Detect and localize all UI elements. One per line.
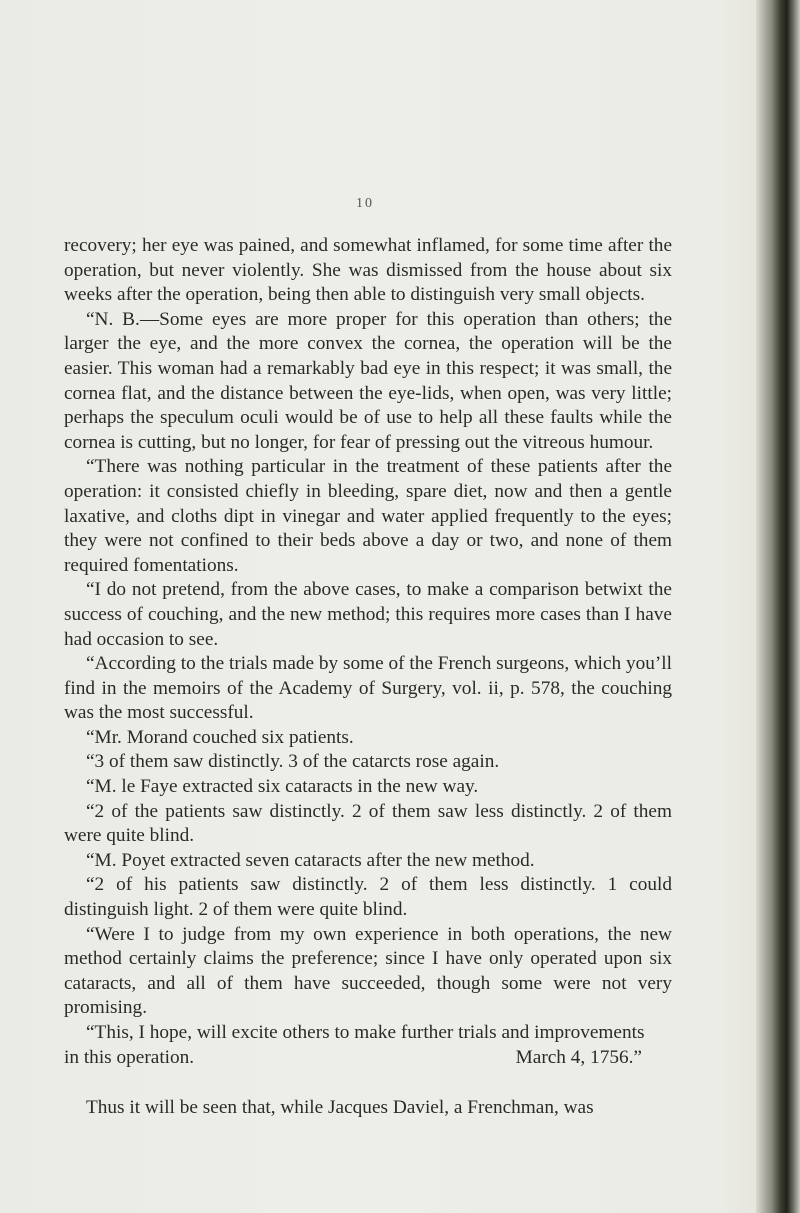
paragraph-nota-bene: “N. B.—Some eyes are more proper for this operation than others; the larger the eye, and the more convex the cornea, the operation will be the easier. This woman had a remarkably bad eye in this respect; it was small, the cornea flat, and the distance between the eye-lids, when open, was very little; perhaps the speculum oculi would be of use to help all these faults while the cornea is cutting, but no longer, for fear of pressing out the vitreous humour. [64,308,672,453]
paragraph-recovery: recovery; her eye was pained, and somewhat inflamed, for some time after the operation, but never violently. She was dismissed from the house about six weeks after the operation, being then able to distinguish very small objects. [64,235,672,306]
book-spine-edge [756,0,800,1213]
paragraph-comparison: “I do not pretend, from the above cases, to make a comparison betwixt the success of couching, and the new method; this requires more cases than I have had occasion to see. [64,579,672,650]
paragraph-further-trials: “This, I hope, will excite others to make further trials and improvements in this operation. [64,1022,645,1068]
paragraph-french-trials: “According to the trials made by some of the French surgeons, which you’ll find in the memoirs of the Academy of Surgery, vol. ii, p. 578, the couching was the most successful. [64,653,672,724]
letter-date: March 4, 1756.” [515,1046,642,1068]
paragraph-treatment: “There was nothing particular in the treatment of these patients after the operation: it consisted chiefly in bleeding, spare diet, now and then a gentle laxative, and cloths dipt in vinegar and water applied frequently to the eyes; they were not confined to their beds above a day or two, and none of them required fomentations. [64,456,672,576]
paragraph-le-faye-results: “2 of the patients saw distinctly. 2 of them saw less distinctly. 2 of them were quite blind. [64,800,672,847]
paragraph-morand: “Mr. Morand couched six patients. [86,726,354,748]
paragraph-poyet-results: “2 of his patients saw distinctly. 2 of them less distinctly. 1 could distinguish light. 2 of them were quite blind. [64,874,672,921]
paragraph-le-faye: “M. le Faye extracted six cataracts in the new way. [86,776,479,798]
page-number: 10 [356,196,374,211]
paragraph-daviel: Thus it will be seen that, while Jacques Daviel, a Frenchman, was [86,1097,594,1119]
paragraph-own-experience: “Were I to judge from my own experience in both operations, the new method certainly claims the preference; since I have only operated upon six cataracts, and all of them have succeeded, though some were not very promising. [64,923,672,1019]
body-text [64,234,672,1121]
paragraph-morand-results: “3 of them saw distinctly. 3 of the catarcts rose again. [86,751,500,773]
paragraph-poyet: “M. Poyet extracted seven cataracts after the new method. [86,849,535,871]
